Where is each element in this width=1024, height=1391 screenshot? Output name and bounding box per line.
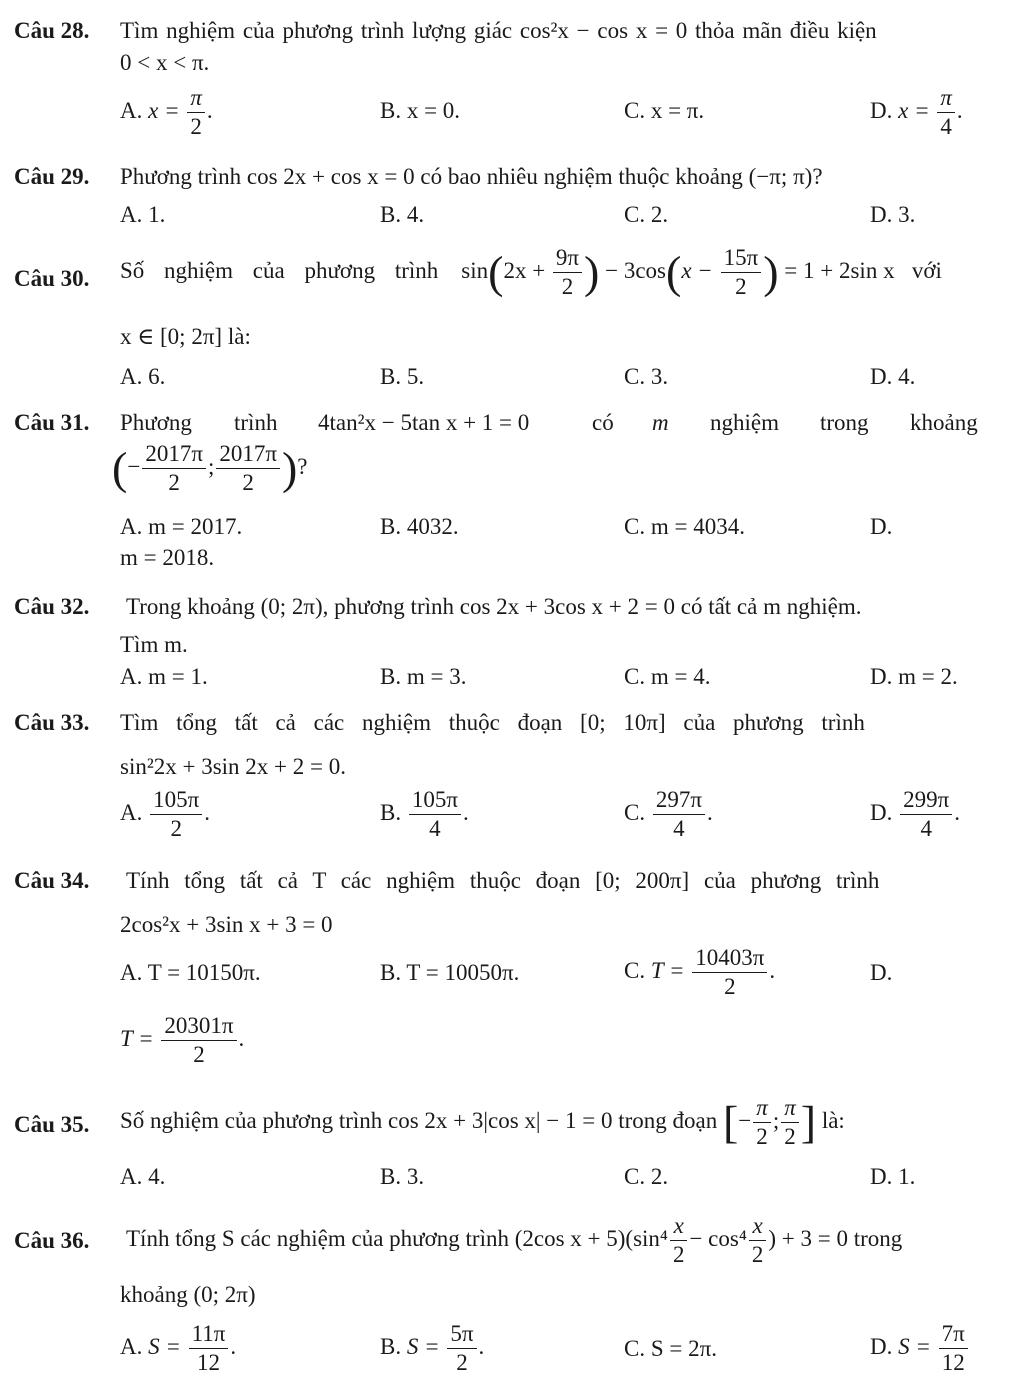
option-b[interactable]: B. 5. (380, 364, 425, 389)
option-c[interactable]: C. 2. (624, 1164, 669, 1189)
question-text-cont: Tìm m. (120, 632, 188, 657)
question-text: Tính tổng S các nghiệm của phương trình (2cos x + 5)(sin⁴ $\frac{x}{2}$ − cos⁴ $\frac{x}{2}$ ) + 3 = 0 trong (126, 1213, 903, 1267)
question-text: có (592, 410, 614, 435)
question-text: Phương (120, 410, 192, 435)
option-a[interactable]: A. T = 10150π. (120, 960, 261, 985)
option-a[interactable]: A. x = $\frac{\pi}{2}$ . (120, 85, 213, 139)
question-label: Câu 32. (14, 594, 90, 619)
question-text: Số nghiệm của phương trình cos 2x + 3|cos x| − 1 = 0 trong đoạn [− $\frac{\pi}{2}$ ; $\frac{\pi}{2}$ ] là: (120, 1095, 845, 1149)
option-a[interactable]: A. $\frac{105\pi}{2}$ . (120, 787, 210, 841)
option-c[interactable]: C. 2. (624, 202, 669, 227)
interval-expression: (− $\frac{2017\pi}{2}$ ; $\frac{2017\pi}{2}$ )? (112, 441, 308, 495)
question-text: 4tan²x − 5tan x + 1 = 0 (318, 410, 530, 435)
question-text: khoảng (910, 410, 978, 435)
question-text: Số nghiệm của phương trình sin(2x + $\frac{9\pi}{2}$ ) − 3cos(x − $\frac{15\pi}{2}$ ) = 1 + 2sin x với (120, 245, 942, 299)
option-a[interactable]: A. m = 1. (120, 664, 208, 689)
option-b[interactable]: B. 4. (380, 202, 425, 227)
question-text: trong (820, 410, 869, 435)
option-d[interactable]: D. (870, 960, 893, 985)
question-text: Tìm nghiệm của phương trình lượng giác cos²x − cos x = 0 thỏa mãn điều kiện (120, 18, 877, 43)
option-d[interactable]: D. m = 2. (870, 664, 958, 689)
question-text-cont: sin²2x + 3sin 2x + 2 = 0. (120, 754, 346, 779)
option-d[interactable]: D. (870, 514, 893, 539)
question-text: m (652, 410, 669, 435)
option-b[interactable]: B. x = 0. (380, 98, 461, 123)
question-text: Phương trình cos 2x + cos x = 0 có bao nhiêu nghiệm thuộc khoảng (−π; π)? (120, 164, 823, 189)
option-b[interactable]: B. T = 10050π. (380, 960, 520, 985)
question-label: Câu 34. (14, 868, 90, 893)
option-d[interactable]: D. 4. (870, 364, 916, 389)
option-a[interactable]: A. m = 2017. (120, 514, 243, 539)
option-a[interactable]: A. 4. (120, 1164, 166, 1189)
question-text: Tìm tổng tất cả các nghiệm thuộc đoạn [0; 10π] của phương trình (120, 710, 865, 735)
option-b[interactable]: B. S = $\frac{5\pi}{2}$ . (380, 1321, 485, 1375)
question-label: Câu 36. (14, 1228, 90, 1253)
option-b[interactable]: B. 4032. (380, 514, 459, 539)
option-c[interactable]: C. T = $\frac{10403\pi}{2}$ . (624, 945, 776, 999)
option-a[interactable]: A. S = $\frac{11\pi}{12}$ . (120, 1321, 237, 1375)
question-label: Câu 29. (14, 164, 90, 189)
question-text: nghiệm (710, 410, 779, 435)
option-d-value[interactable]: m = 2018. (120, 545, 215, 570)
option-c[interactable]: C. $\frac{297\pi}{4}$ . (624, 787, 713, 841)
option-b[interactable]: B. m = 3. (380, 664, 467, 689)
option-b[interactable]: B. $\frac{105\pi}{4}$ . (380, 787, 469, 841)
option-d[interactable]: D. S = $\frac{7\pi}{12}$ (870, 1320, 970, 1377)
option-d-value[interactable]: T = $\frac{20301\pi}{2}$ . (120, 1013, 245, 1067)
option-d[interactable]: D. x = $\frac{\pi}{4}$ . (870, 85, 963, 139)
option-d[interactable]: D. 1. (870, 1164, 916, 1189)
question-text: Tính tổng tất cả T các nghiệm thuộc đoạn [0; 200π] của phương trình (126, 868, 880, 893)
option-c[interactable]: C. m = 4034. (624, 514, 745, 539)
option-d[interactable]: D. 3. (870, 202, 916, 227)
option-c[interactable]: C. x = π. (624, 98, 705, 123)
question-text-cont: 0 < x < π. (120, 50, 210, 75)
question-text: Trong khoảng (0; 2π), phương trình cos 2x + 3cos x + 2 = 0 có tất cả m nghiệm. (126, 594, 862, 619)
option-a[interactable]: A. 6. (120, 364, 166, 389)
option-d[interactable]: D. $\frac{299\pi}{4}$ . (870, 787, 960, 841)
option-a[interactable]: A. 1. (120, 202, 166, 227)
question-text-cont: khoảng (0; 2π) (120, 1282, 256, 1307)
question-label: Câu 35. (14, 1112, 90, 1137)
question-text-cont: 2cos²x + 3sin x + 3 = 0 (120, 912, 333, 937)
question-text: trình (234, 410, 278, 435)
question-label: Câu 30. (14, 266, 90, 291)
question-label: Câu 28. (14, 18, 90, 43)
question-label: Câu 31. (14, 410, 90, 435)
option-c[interactable]: C. 3. (624, 364, 669, 389)
question-text-cont: x ∈ [0; 2π] là: (120, 324, 251, 349)
option-c[interactable]: C. m = 4. (624, 664, 711, 689)
option-c[interactable]: C. S = 2π. (624, 1336, 717, 1361)
question-label: Câu 33. (14, 710, 90, 735)
option-b[interactable]: B. 3. (380, 1164, 425, 1189)
